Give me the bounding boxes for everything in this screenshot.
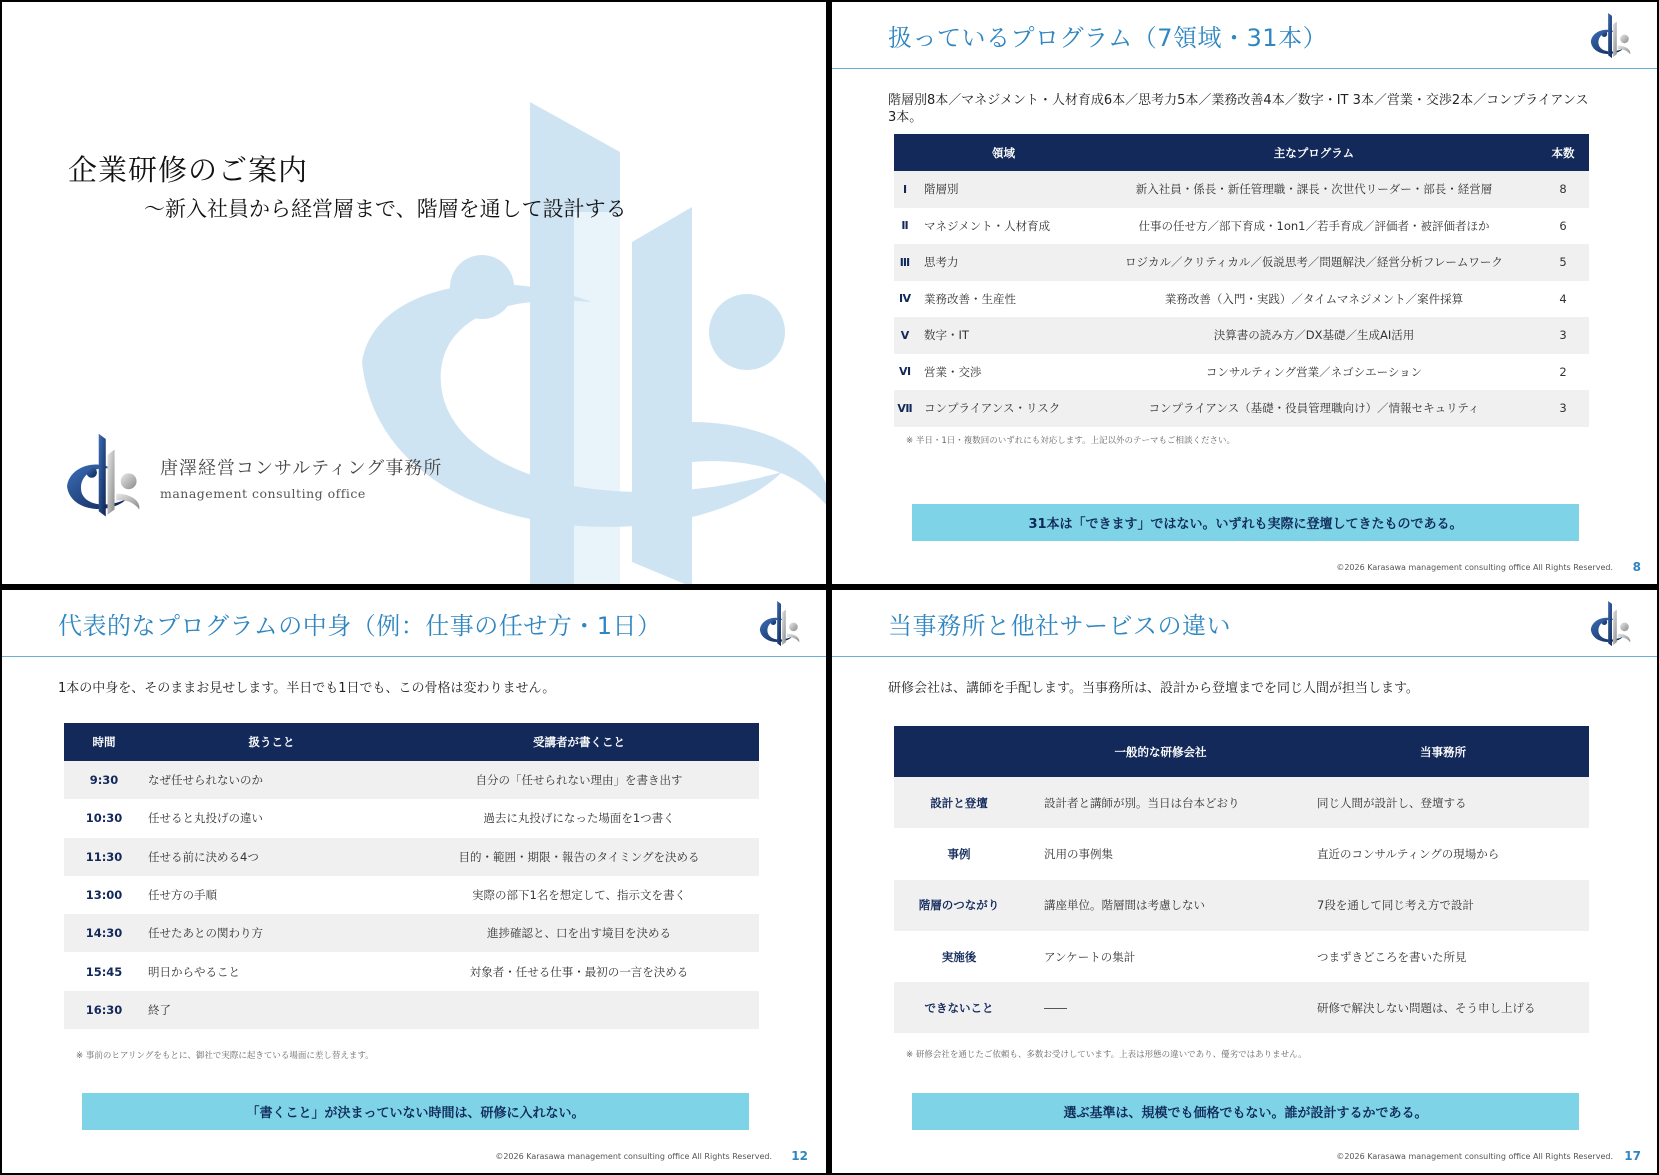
row-time: 11:30 [64,838,144,876]
row-count: 4 [1537,281,1589,318]
row-write: 対象者・任せる仕事・最初の一言を決める [399,952,759,990]
table-row [894,171,1589,208]
program-table [894,134,1589,427]
row-time: 16:30 [64,991,144,1029]
row-programs: ロジカル／クリティカル／仮説思考／問題解決／経営分析フレームワーク [1091,244,1537,281]
slide-program-list [832,2,1657,584]
table-row [894,317,1589,354]
row-time: 9:30 [64,761,144,799]
table-note: ※ 研修会社を通じたご依頼も、多数お受けしています。上表は形態の違いであり、優劣ではありません。 [906,1050,1307,1060]
row-area: 数字・IT [916,317,1091,354]
row-ours: 7段を通して同じ考え方で設計 [1297,880,1589,931]
row-programs: 業務改善（入門・実践）／タイムマネジメント／案件採算 [1091,281,1537,318]
table-header-ours: 当事務所 [1297,726,1589,777]
row-write: 自分の「任せられない理由」を書き出す [399,761,759,799]
row-roman-number: Ⅳ [894,281,916,318]
row-area: コンプライアンス・リスク [916,390,1091,427]
table-row [894,880,1589,931]
table-note: ※ 事前のヒアリングをもとに、御社で実際に起きている場面に差し替えます。 [76,1051,374,1061]
row-count: 8 [1537,171,1589,208]
row-topic: 明日からやること [144,952,399,990]
company-english-name: management consulting office [160,486,366,501]
key-message-banner: 「書くこと」が決まっていない時間は、研修に入れない。 [82,1093,749,1130]
row-write: 進捗確認と、口を出す境目を決める [399,914,759,952]
row-topic: 終了 [144,991,399,1029]
table-row [894,281,1589,318]
row-roman-number: Ⅴ [894,317,916,354]
lead-line-1: 階層別8本／マネジメント・人材育成6本／思考力5本／業務改善4本／数字・IT 3本／営業・交渉2本／コンプライアンス [888,93,1589,108]
row-general: 講座単位。階層間は考慮しない [1024,880,1297,931]
table-row [894,982,1589,1033]
row-time: 15:45 [64,952,144,990]
table-row [894,354,1589,391]
page-number: 12 [791,1149,808,1163]
key-message-banner: 選ぶ基準は、規模でも価格でもない。誰が設計するかである。 [912,1093,1579,1130]
company-logo-icon [60,432,148,520]
lead-text [888,92,1608,126]
table-row [64,761,759,799]
slide-comparison [832,590,1657,1173]
row-count: 6 [1537,208,1589,245]
table-row [894,931,1589,982]
row-count: 3 [1537,317,1589,354]
row-label: 実施後 [894,931,1024,982]
table-header-topic: 扱うこと [144,723,399,761]
company-logo-icon [1587,12,1635,60]
cover-title: 企業研修のご案内 [68,153,309,187]
watermark-logo-icon [362,92,826,584]
row-label: できないこと [894,982,1024,1033]
row-write: 過去に丸投げになった場面を1つ書く [399,799,759,837]
row-count: 3 [1537,390,1589,427]
row-topic: 任せ方の手順 [144,876,399,914]
table-header-count: 本数 [1537,134,1589,171]
row-topic: 任せる前に決める4つ [144,838,399,876]
table-row [64,876,759,914]
row-programs: コンプライアンス（基礎・役員管理職向け）／情報セキュリティ [1091,390,1537,427]
company-logo-icon [1587,600,1635,648]
table-row [894,244,1589,281]
lead-text: 研修会社は、講師を手配します。当事務所は、設計から登壇までを同じ人間が担当します。 [888,681,1419,696]
row-write: 目的・範囲・期限・報告のタイミングを決める [399,838,759,876]
row-time: 10:30 [64,799,144,837]
table-row [894,208,1589,245]
row-time: 13:00 [64,876,144,914]
slide-title: 代表的なプログラムの中身（例：仕事の任せ方・1日） [58,612,662,640]
page-number: 17 [1624,1149,1641,1163]
row-ours: 同じ人間が設計し、登壇する [1297,777,1589,828]
row-roman-number: Ⅵ [894,354,916,391]
row-general: 設計者と講師が別。当日は台本どおり [1024,777,1297,828]
row-label: 階層のつながり [894,880,1024,931]
cover-subtitle: ～新入社員から経営層まで、階層を通して設計する [144,197,627,221]
page-number: 8 [1632,560,1641,574]
row-count: 2 [1537,354,1589,391]
row-roman-number: Ⅲ [894,244,916,281]
row-area: 思考力 [916,244,1091,281]
table-row [894,390,1589,427]
row-ours: 研修で解決しない問題は、そう申し上げる [1297,982,1589,1033]
slide-title: 扱っているプログラム（7領域・31本） [888,24,1328,52]
row-write: 実際の部下1名を想定して、指示文を書く [399,876,759,914]
table-header-write: 受講者が書くこと [399,723,759,761]
row-topic: 任せると丸投げの違い [144,799,399,837]
lead-text: 1本の中身を、そのままお見せします。半日でも1日でも、この骨格は変わりません。 [58,681,556,696]
key-message-banner: 31本は「できます」ではない。いずれも実際に登壇してきたものである。 [912,504,1579,541]
row-area: 階層別 [916,171,1091,208]
row-ours: 直近のコンサルティングの現場から [1297,828,1589,879]
table-header-label [894,726,1024,777]
row-topic: 任せたあとの関わり方 [144,914,399,952]
row-programs: 仕事の任せ方／部下育成・1on1／若手育成／評価者・被評価者ほか [1091,208,1537,245]
copyright-footer: ©2026 Karasawa management consulting office All Rights Reserved. [495,1152,772,1161]
table-row [894,828,1589,879]
company-name: 唐澤経営コンサルティング事務所 [160,458,443,479]
row-roman-number: Ⅱ [894,208,916,245]
table-row [64,991,759,1029]
schedule-table [64,723,759,1029]
row-general: アンケートの集計 [1024,931,1297,982]
company-logo-icon [756,600,804,648]
table-header-general: 一般的な研修会社 [1024,726,1297,777]
title-divider [832,656,1657,657]
table-header-time: 時間 [64,723,144,761]
table-header-num [894,134,916,171]
row-roman-number: Ⅰ [894,171,916,208]
title-divider [2,656,826,657]
row-count: 5 [1537,244,1589,281]
row-general: 汎用の事例集 [1024,828,1297,879]
table-row [64,838,759,876]
row-write [399,991,759,1029]
table-row [64,799,759,837]
table-note: ※ 半日・1日・複数回のいずれにも対応します。上記以外のテーマもご相談ください。 [906,436,1236,446]
row-area: 営業・交渉 [916,354,1091,391]
title-divider [832,68,1657,69]
row-programs: コンサルティング営業／ネゴシエーション [1091,354,1537,391]
table-header-programs: 主なプログラム [1091,134,1537,171]
row-area: 業務改善・生産性 [916,281,1091,318]
row-time: 14:30 [64,914,144,952]
row-area: マネジメント・人材育成 [916,208,1091,245]
row-label: 事例 [894,828,1024,879]
row-label: 設計と登壇 [894,777,1024,828]
table-row [894,777,1589,828]
slide-title: 当事務所と他社サービスの違い [888,612,1231,640]
row-programs: 決算書の読み方／DX基礎／生成AI活用 [1091,317,1537,354]
row-programs: 新入社員・係長・新任管理職・課長・次世代リーダー・部長・経営層 [1091,171,1537,208]
row-topic: なぜ任せられないのか [144,761,399,799]
row-ours: つまずきどころを書いた所見 [1297,931,1589,982]
table-row [64,952,759,990]
lead-line-2: 3本。 [888,110,923,125]
comparison-table [894,726,1589,1033]
table-row [64,914,759,952]
copyright-footer: ©2026 Karasawa management consulting office All Rights Reserved. [1336,563,1613,572]
table-header-area: 領域 [916,134,1091,171]
row-general: ―― [1024,982,1297,1033]
copyright-footer: ©2026 Karasawa management consulting office All Rights Reserved. [1336,1152,1613,1161]
slide-program-example [2,590,826,1173]
slide-cover [2,2,826,584]
row-roman-number: Ⅶ [894,390,916,427]
